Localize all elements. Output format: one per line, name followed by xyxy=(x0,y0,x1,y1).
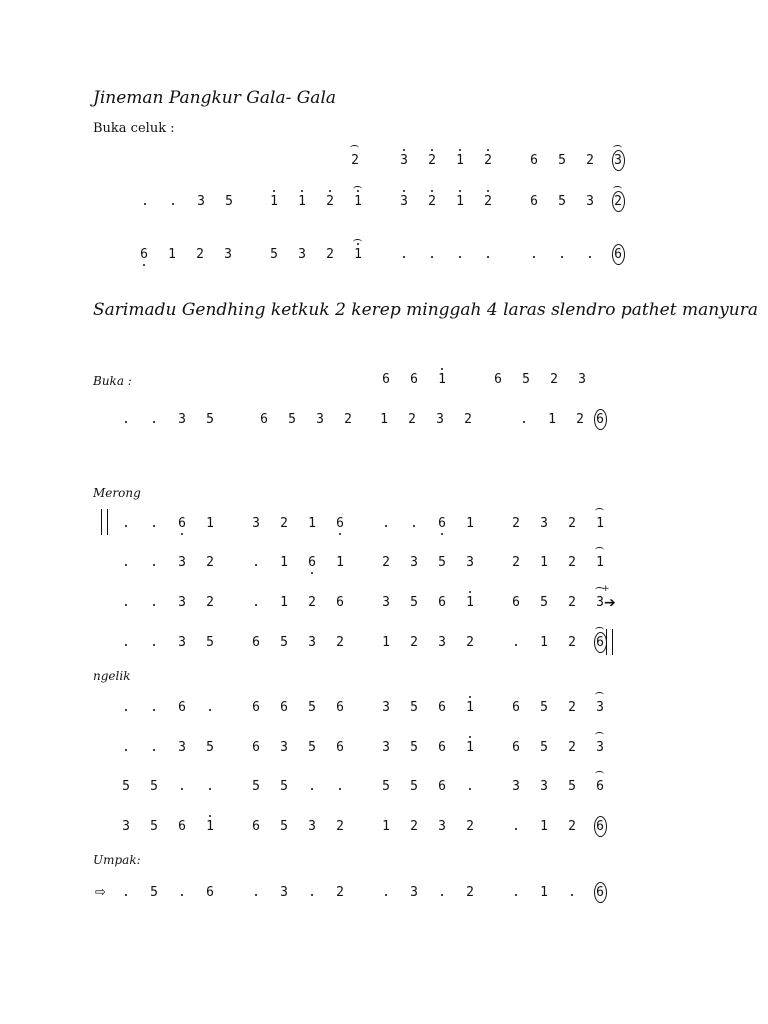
note: 2 xyxy=(408,412,416,427)
note: 2 xyxy=(568,740,576,755)
note: 3 xyxy=(592,699,608,717)
plus-mark: + xyxy=(602,584,610,594)
note: 6 xyxy=(206,885,214,900)
note: 6 xyxy=(592,818,608,836)
note: . xyxy=(410,516,418,531)
note: 5 xyxy=(308,740,316,755)
note: 6 xyxy=(336,700,344,715)
note: . xyxy=(150,516,158,531)
note: 6 xyxy=(336,740,344,755)
note: 2 xyxy=(480,193,496,211)
note: 6 xyxy=(438,779,446,794)
note: . xyxy=(428,247,436,262)
note: 2 xyxy=(568,516,576,531)
note: . xyxy=(558,247,566,262)
note: 2 xyxy=(196,247,204,262)
note: 2 xyxy=(336,885,344,900)
note: 6 xyxy=(178,819,186,834)
note: 3 xyxy=(178,740,186,755)
note: 1 xyxy=(382,819,390,834)
note: 2 xyxy=(382,555,390,570)
note: 1 xyxy=(540,555,548,570)
note: 6 xyxy=(530,194,538,209)
note: 2 xyxy=(336,635,344,650)
note: 3 xyxy=(578,372,586,387)
note: 3 xyxy=(280,885,288,900)
note: 2 xyxy=(464,412,472,427)
note: 6 xyxy=(260,412,268,427)
note: 3 xyxy=(610,152,626,170)
note: 2 xyxy=(512,516,520,531)
note: . xyxy=(252,555,260,570)
gong-arc-mark xyxy=(595,692,604,698)
note: . xyxy=(530,247,538,262)
note: 5 xyxy=(540,700,548,715)
note: 2 xyxy=(466,885,474,900)
note: 3 xyxy=(178,412,186,427)
note: 6 xyxy=(592,634,608,652)
note: 2 xyxy=(424,193,440,211)
note: 3 xyxy=(280,740,288,755)
note: . xyxy=(169,194,177,209)
note: 6 xyxy=(332,515,348,533)
note: 1 xyxy=(202,818,218,836)
note: 3 xyxy=(178,595,186,610)
note: 1 xyxy=(466,516,474,531)
note: . xyxy=(150,700,158,715)
note: 3 xyxy=(178,555,186,570)
note: 5 xyxy=(280,779,288,794)
note: 6 xyxy=(252,700,260,715)
note: 5 xyxy=(122,779,130,794)
note: 6 xyxy=(592,778,608,796)
gong-circle-mark xyxy=(594,816,607,837)
note: 5 xyxy=(150,819,158,834)
note: 6 xyxy=(410,372,418,387)
note: 1 xyxy=(350,246,366,264)
note: 5 xyxy=(225,194,233,209)
note: 2 xyxy=(568,819,576,834)
note: . xyxy=(122,635,130,650)
note: 5 xyxy=(308,700,316,715)
note: 2 xyxy=(550,372,558,387)
note: . xyxy=(178,885,186,900)
note: 5 xyxy=(150,779,158,794)
note: 2 xyxy=(466,635,474,650)
note: 6 xyxy=(252,819,260,834)
note: 2 xyxy=(576,412,584,427)
note: 6 xyxy=(336,595,344,610)
gong-arc-mark xyxy=(353,239,362,245)
note: . xyxy=(122,412,130,427)
note: . xyxy=(336,779,344,794)
note: 3 xyxy=(224,247,232,262)
note: 5 xyxy=(568,779,576,794)
note: 1 xyxy=(540,885,548,900)
note: 3 xyxy=(540,779,548,794)
gong-arc-mark xyxy=(595,547,604,553)
gong-arc-mark xyxy=(595,771,604,777)
note: 3 xyxy=(396,152,412,170)
note: 1 xyxy=(462,739,478,757)
outline-arrow-icon: ⇨ xyxy=(95,885,106,900)
gong-arc-mark xyxy=(350,145,359,151)
note: 3 xyxy=(298,247,306,262)
note: 3 xyxy=(410,885,418,900)
note: 1 xyxy=(206,516,214,531)
note: 1 xyxy=(462,594,478,612)
label-ngelik: ngelik xyxy=(93,669,131,683)
note: 1 xyxy=(592,515,608,533)
note: 6 xyxy=(304,554,320,572)
label-buka: Buka : xyxy=(93,374,132,388)
note: 3 xyxy=(592,594,608,612)
note: 1 xyxy=(382,635,390,650)
note: 3 xyxy=(586,194,594,209)
note: 3 xyxy=(466,555,474,570)
note: . xyxy=(512,885,520,900)
arrow-right-icon: ➔ xyxy=(604,595,616,611)
note: . xyxy=(456,247,464,262)
note: 5 xyxy=(410,700,418,715)
note: 1 xyxy=(452,152,468,170)
note: 1 xyxy=(280,595,288,610)
note: 1 xyxy=(452,193,468,211)
note: 3 xyxy=(512,779,520,794)
note: 5 xyxy=(280,635,288,650)
note: . xyxy=(206,700,214,715)
note: . xyxy=(122,555,130,570)
note: 1 xyxy=(540,819,548,834)
gong-arc-mark xyxy=(353,186,362,192)
note: 1 xyxy=(462,699,478,717)
note: . xyxy=(122,885,130,900)
note: 2 xyxy=(206,595,214,610)
note: 6 xyxy=(178,700,186,715)
note: 2 xyxy=(424,152,440,170)
note: . xyxy=(178,779,186,794)
note: . xyxy=(382,516,390,531)
note: 3 xyxy=(316,412,324,427)
note: . xyxy=(141,194,149,209)
note: . xyxy=(252,885,260,900)
label-merong: Merong xyxy=(93,486,141,500)
note: . xyxy=(122,740,130,755)
note: 3 xyxy=(438,819,446,834)
note: 2 xyxy=(410,819,418,834)
note: 2 xyxy=(586,153,594,168)
note: . xyxy=(512,635,520,650)
gong-arc-mark xyxy=(595,508,604,514)
repeat-barline-end xyxy=(606,629,613,655)
note: 3 xyxy=(540,516,548,531)
note: 3 xyxy=(396,193,412,211)
repeat-barline-start xyxy=(101,509,108,535)
note: . xyxy=(252,595,260,610)
note: 1 xyxy=(380,412,388,427)
note: 5 xyxy=(540,740,548,755)
note: . xyxy=(484,247,492,262)
note: . xyxy=(400,247,408,262)
note: 1 xyxy=(548,412,556,427)
note: 6 xyxy=(512,700,520,715)
label-umpak: Umpak: xyxy=(93,853,141,867)
note: 2 xyxy=(568,635,576,650)
note: . xyxy=(150,555,158,570)
note: . xyxy=(308,885,316,900)
note: 3 xyxy=(592,739,608,757)
note: 5 xyxy=(558,153,566,168)
note: 3 xyxy=(308,819,316,834)
note: 3 xyxy=(436,412,444,427)
note: 2 xyxy=(206,555,214,570)
note: 5 xyxy=(410,595,418,610)
note: 2 xyxy=(322,193,338,211)
note: 1 xyxy=(336,555,344,570)
note: . xyxy=(150,740,158,755)
gong-circle-mark xyxy=(612,191,625,212)
note: 5 xyxy=(382,779,390,794)
note: . xyxy=(520,412,528,427)
note: 3 xyxy=(252,516,260,531)
note: 1 xyxy=(350,193,366,211)
note: . xyxy=(586,247,594,262)
note: 2 xyxy=(410,635,418,650)
gong-arc-mark xyxy=(595,732,604,738)
note: 3 xyxy=(438,635,446,650)
note: 2 xyxy=(326,247,334,262)
note: 6 xyxy=(382,372,390,387)
note: 5 xyxy=(438,555,446,570)
note: 2 xyxy=(347,152,363,170)
note: 2 xyxy=(280,516,288,531)
note: 3 xyxy=(382,700,390,715)
note: 2 xyxy=(568,595,576,610)
note: 6 xyxy=(512,740,520,755)
note: 2 xyxy=(344,412,352,427)
note: 6 xyxy=(434,515,450,533)
note: 5 xyxy=(522,372,530,387)
note: . xyxy=(382,885,390,900)
note: . xyxy=(466,779,474,794)
note: 6 xyxy=(438,740,446,755)
note: 1 xyxy=(592,554,608,572)
note: 6 xyxy=(494,372,502,387)
note: 2 xyxy=(480,152,496,170)
gong-circle-mark xyxy=(612,244,625,265)
note: . xyxy=(206,779,214,794)
note: . xyxy=(512,819,520,834)
note: 1 xyxy=(168,247,176,262)
note: 2 xyxy=(512,555,520,570)
note: . xyxy=(122,595,130,610)
gong-circle-mark xyxy=(594,409,607,430)
note: 5 xyxy=(206,635,214,650)
note: 2 xyxy=(610,193,626,211)
note: . xyxy=(438,885,446,900)
note: 6 xyxy=(438,595,446,610)
note: 6 xyxy=(136,246,152,264)
note: 2 xyxy=(466,819,474,834)
note: 5 xyxy=(410,740,418,755)
note: . xyxy=(150,595,158,610)
note: 5 xyxy=(150,885,158,900)
note: 1 xyxy=(308,516,316,531)
note: 3 xyxy=(178,635,186,650)
note: . xyxy=(122,516,130,531)
note: 1 xyxy=(280,555,288,570)
note: 5 xyxy=(206,740,214,755)
note: . xyxy=(568,885,576,900)
note: 2 xyxy=(568,555,576,570)
note: 6 xyxy=(512,595,520,610)
note: 5 xyxy=(270,247,278,262)
label-buka-celuk: Buka celuk : xyxy=(93,121,175,136)
note: 3 xyxy=(197,194,205,209)
note: 5 xyxy=(288,412,296,427)
note: . xyxy=(308,779,316,794)
note: 6 xyxy=(592,884,608,902)
note: 3 xyxy=(382,740,390,755)
note: 6 xyxy=(252,635,260,650)
note: 2 xyxy=(336,819,344,834)
note: 6 xyxy=(438,700,446,715)
note: 5 xyxy=(252,779,260,794)
note: 5 xyxy=(540,595,548,610)
note: 3 xyxy=(410,555,418,570)
note: 5 xyxy=(206,412,214,427)
note: . xyxy=(150,412,158,427)
note: 6 xyxy=(174,515,190,533)
note: 1 xyxy=(540,635,548,650)
note: 2 xyxy=(568,700,576,715)
note: 1 xyxy=(434,371,450,389)
note: 6 xyxy=(530,153,538,168)
title-jineman: Jineman Pangkur Gala- Gala xyxy=(93,88,337,108)
note: 3 xyxy=(382,595,390,610)
note: 1 xyxy=(294,193,310,211)
note: 6 xyxy=(610,246,626,264)
note: 1 xyxy=(266,193,282,211)
gong-circle-mark xyxy=(594,882,607,903)
note: 5 xyxy=(558,194,566,209)
note: 6 xyxy=(252,740,260,755)
note: 6 xyxy=(592,411,608,429)
note: 6 xyxy=(280,700,288,715)
note: . xyxy=(122,700,130,715)
note: 2 xyxy=(308,595,316,610)
gong-circle-mark xyxy=(612,150,625,171)
note: 5 xyxy=(280,819,288,834)
note: 5 xyxy=(410,779,418,794)
title-sarimadu: Sarimadu Gendhing ketkuk 2 kerep minggah 4 laras slendro pathet manyura xyxy=(93,300,759,320)
note: 3 xyxy=(122,819,130,834)
note: . xyxy=(150,635,158,650)
note: 3 xyxy=(308,635,316,650)
